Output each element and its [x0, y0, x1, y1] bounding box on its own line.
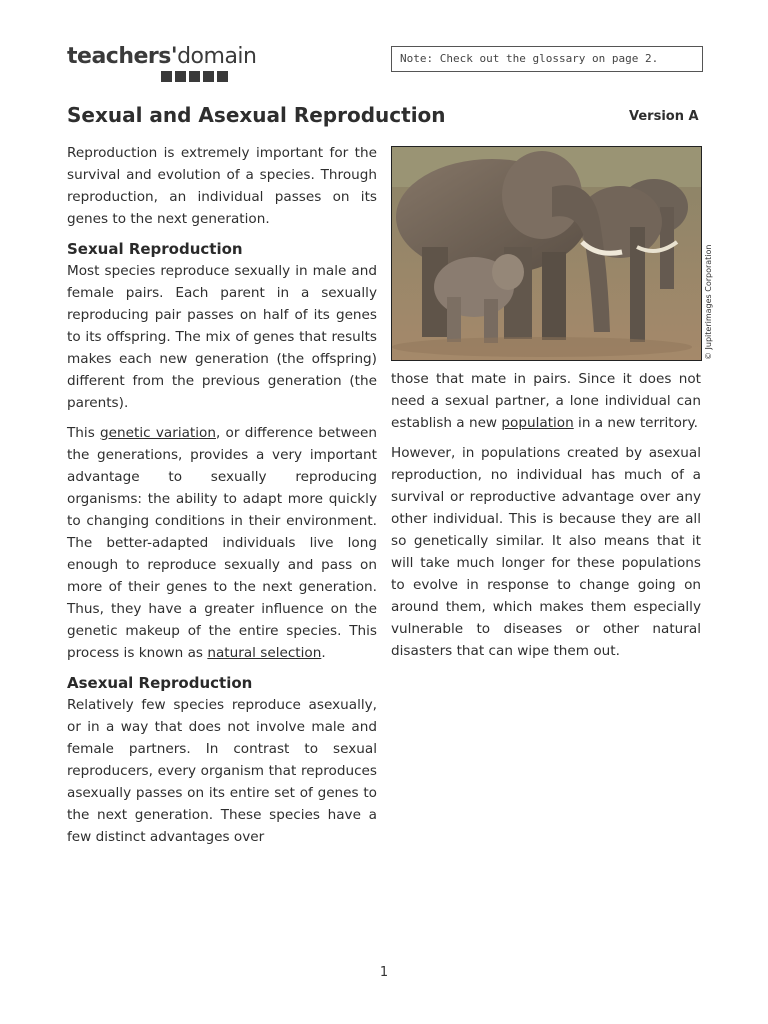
text-run: those that mate in pairs. Since it does not need a sexual partner, a lone individual can establish a new	[391, 371, 701, 431]
text-run: , or difference between the generations, provides a very important advantage to sexually reproducing organisms: the ability to adapt more quickly to changing conditions in their environment. The better-adapted individuals live long enough to reproduce sexually and pass on more of their genes to the next generation. Thus, they have a greater influence on the genetic makeup of the entire species. This process is known as	[67, 425, 377, 661]
page-title: Sexual and Asexual Reproduction	[67, 103, 446, 127]
asexual-paragraph-1: Relatively few species reproduce asexually, or in a way that does not involve male and female partners. In contrast to sexual reproducers, every organism that reproduces asexually passes on its entire set of genes to the next generation. These species have a few distinct advantages over	[67, 697, 377, 845]
photo-credit	[703, 236, 717, 360]
elephant-herd-photo	[391, 146, 702, 361]
sexual-paragraph-1: Most species reproduce sexually in male and female pairs. Each parent in a sexually reproducing pair passes on half of its genes to its offspring. The mix of genes that results makes each new generation (the offspring) different from the previous generation (the parents).	[67, 263, 377, 411]
text-run: .	[321, 645, 326, 661]
logo-wordmark	[67, 44, 257, 70]
right-column	[391, 368, 701, 670]
right-paragraph-1	[391, 368, 701, 434]
teachers-domain-logo	[67, 44, 257, 70]
glossary-link-natural-selection[interactable]: natural selection	[207, 645, 322, 661]
glossary-note: Note: Check out the glossary on page 2.	[391, 46, 703, 72]
photo-credit-text: © Jupiterimages Corporation	[704, 244, 713, 360]
sexual-reproduction-heading: Sexual Reproduction	[67, 240, 243, 258]
glossary-link-population[interactable]: population	[501, 415, 574, 431]
glossary-link-genetic-variation[interactable]: genetic variation	[100, 425, 216, 441]
asexual-reproduction-heading: Asexual Reproduction	[67, 674, 253, 692]
text-run: in a new territory.	[573, 415, 698, 431]
right-paragraph-2: However, in populations created by asexual reproduction, no individual has much of a survival or reproductive advantage over any other individual. This is because they are all so genetically similar. It also means that it will take much longer for these populations to evolve in response to change going on around them, which makes them especially vulnerable to diseases or other natural disasters that can wipe them out.	[391, 445, 701, 659]
intro-paragraph: Reproduction is extremely important for the survival and evolution of a species. Through reproduction, an individual passes on its genes to the next generation.	[67, 145, 377, 227]
logo-bold: teachers'	[67, 44, 178, 69]
logo-squares-icon	[161, 71, 228, 82]
text-run: This	[67, 425, 101, 441]
version-label: Version A	[629, 109, 699, 124]
sexual-paragraph-2	[67, 422, 377, 664]
left-column	[67, 142, 377, 856]
elephant-photo-illustration	[392, 147, 701, 360]
logo-light: domain	[177, 44, 257, 69]
page-number: 1	[379, 965, 389, 980]
